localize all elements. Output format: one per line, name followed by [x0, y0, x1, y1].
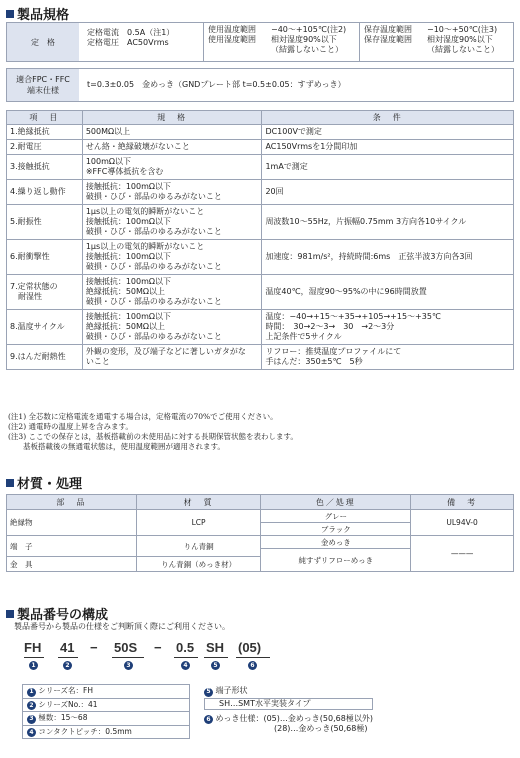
- marker-5-icon: 5: [211, 661, 220, 670]
- spec-item: 6.耐衝撃性: [7, 240, 83, 275]
- spec-condition: 20回: [262, 180, 514, 205]
- fpc-box: [6, 68, 514, 102]
- pn-legend-right: 5 端子形状 SH…SMT水平実装タイプ 6 めっき仕様：(05)…金めっき(50,68極以外) (28)…金めっき(50,68極): [204, 686, 373, 734]
- underline: [204, 657, 228, 658]
- notes: [8, 412, 298, 452]
- spec-condition: 温度40℃，湿度90〜95%の中に96時間放置: [262, 275, 514, 310]
- spec-item: 5.耐振性: [7, 205, 83, 240]
- table-row: 純すずリフローめっき: [7, 549, 514, 557]
- rating-col2-value: −40〜+105℃(注2) 相対湿度90%以下 （結露しないこと）: [271, 25, 347, 54]
- pn-pitch: 0.5: [176, 640, 195, 655]
- pn-series-no: 41: [60, 640, 75, 655]
- table-row: [7, 155, 514, 180]
- table-row: [7, 345, 514, 370]
- spec-item: 9.はんだ耐熱性: [7, 345, 83, 370]
- fpc-label: 適合FPC・FFC 端末仕様: [7, 69, 79, 101]
- pn-legend-left: [22, 684, 190, 739]
- note-3-cont: 基板搭載後の無通電状態は，使用温度範囲が適用されます。: [8, 442, 225, 451]
- table-row: 端 子 りん青銅 金めっき ———: [7, 536, 514, 549]
- marker-4-icon: 4: [27, 728, 36, 737]
- spec-header-row: [7, 111, 514, 125]
- table-row: [7, 275, 514, 310]
- spec-condition: 周波数10〜55Hz，片振幅0.75mm 3方向各10サイクル: [262, 205, 514, 240]
- section-marker-icon: [6, 610, 14, 618]
- marker-1-icon: 1: [29, 661, 38, 670]
- spec-value: 1μs以上の電気的瞬断がないこと 接触抵抗：100mΩ以下 破損・ひび・部品のゆるみがないこと: [82, 205, 262, 240]
- pn-poles: 50S: [114, 640, 138, 655]
- spec-condition: 1mAで測定: [262, 155, 514, 180]
- material-header-row: 部 品 材 質 色／処理 備 考: [7, 495, 514, 510]
- table-row: 金 具 りん青銅（めっき材）: [7, 557, 514, 572]
- spec-value: 接触抵抗：100mΩ以下 絶縁抵抗：50MΩ以上 破損・ひび・部品のゆるみがないこと: [82, 310, 262, 345]
- header-item: 項 目: [7, 111, 83, 125]
- legend-row: 3 極数：15〜68: [23, 712, 190, 726]
- marker-6-icon: 6: [248, 661, 257, 670]
- table-row: ブラック: [7, 523, 514, 536]
- marker-5-icon: 5: [204, 688, 213, 697]
- spec-value: 接触抵抗：100mΩ以下 破損・ひび・部品のゆるみがないこと: [82, 180, 262, 205]
- marker-1-icon: 1: [27, 688, 36, 697]
- marker-3-icon: 3: [124, 661, 133, 670]
- pn-intro: 製品番号から製品の仕様をご判断頂く際にご利用ください。: [14, 622, 230, 631]
- legend-row: 4 コンタクトピッチ：0.5mm: [23, 725, 190, 739]
- spec-value: 接触抵抗：100mΩ以下 絶縁抵抗：50MΩ以上 破損・ひび・部品のゆるみがないこと: [82, 275, 262, 310]
- pn-series: FH: [24, 640, 42, 655]
- marker-2-icon: 2: [63, 661, 72, 670]
- spec-condition: 加速度：981m/s²，持続時間:6ms 正弦半波3方向各3回: [262, 240, 514, 275]
- legend-item-5: 5 端子形状: [204, 686, 373, 697]
- legend-row: 1 シリーズ名：FH: [23, 685, 190, 699]
- spec-item: 1.絶縁抵抗: [7, 125, 83, 140]
- legend-row: 2 シリーズNo.：41: [23, 698, 190, 712]
- section-title-spec: 製品規格: [6, 4, 69, 23]
- fpc-value: t=0.3±0.05 金めっき（GNDプレート部 t=0.5±0.05：すずめっき）: [87, 80, 346, 89]
- spec-item: 4.繰り返し動作: [7, 180, 83, 205]
- table-row: [7, 180, 514, 205]
- spec-value: 1μs以上の電気的瞬断がないこと 接触抵抗：100mΩ以下 破損・ひび・部品のゆるみがないこと: [82, 240, 262, 275]
- spec-value: 100mΩ以下 ※FFC導体抵抗を含む: [82, 155, 262, 180]
- note-2: (注2) 通電時の温度上昇を含みます。: [8, 422, 133, 431]
- underline: [174, 657, 198, 658]
- material-table: [6, 494, 514, 572]
- rating-col3-value: −10〜+50℃(注3) 相対湿度90%以下 （結露しないこと）: [427, 25, 499, 54]
- spec-condition: DC100Vで測定: [262, 125, 514, 140]
- pn-terminal: SH: [206, 640, 225, 655]
- rating-col1: 定格電流 0.5A（注1） 定格電圧 AC50Vrms: [87, 28, 175, 47]
- rating-col3-label: 保存温度範囲 保存湿度範囲: [364, 25, 412, 44]
- legend-item-6: 6 めっき仕様：(05)…金めっき(50,68極以外): [204, 714, 373, 725]
- note-3: (注3) ここでの保存とは，基板搭載前の未使用品に対する長期保管状態を表わします。: [8, 432, 298, 441]
- spec-value: せん絡・絶縁破壊がないこと: [82, 140, 262, 155]
- part-number-diagram: [24, 640, 324, 680]
- section-title-part-number: 製品番号の構成: [6, 604, 108, 623]
- table-row: [7, 205, 514, 240]
- underline: [58, 657, 78, 658]
- marker-3-icon: 3: [27, 715, 36, 724]
- table-row: 絶縁物 LCP グレー UL94V-0: [7, 510, 514, 523]
- divider: [203, 23, 204, 61]
- spec-condition: AC150Vrmsを1分間印加: [262, 140, 514, 155]
- spec-value: 500MΩ以上: [82, 125, 262, 140]
- spec-condition: リフロー：推奨温度プロファイルにて 手はんだ：350±5℃ 5秒: [262, 345, 514, 370]
- underline: [236, 657, 270, 658]
- rating-col2-label: 使用温度範囲 使用湿度範囲: [208, 25, 256, 44]
- note-1: (注1) 全芯数に定格電流を通電する場合は，定格電流の70%でご使用ください。: [8, 412, 278, 421]
- pn-plating: (05): [238, 640, 262, 655]
- spec-item: 8.温度サイクル: [7, 310, 83, 345]
- marker-6-icon: 6: [204, 715, 213, 724]
- rating-label: 定 格: [7, 23, 79, 61]
- table-row: [7, 310, 514, 345]
- spec-item: 7.定常状態の 耐湿性: [7, 275, 83, 310]
- pn-dash: −: [90, 640, 98, 655]
- header-spec: 規 格: [82, 111, 262, 125]
- marker-2-icon: 2: [27, 701, 36, 710]
- pn-dash: −: [154, 640, 162, 655]
- table-row: [7, 125, 514, 140]
- section-marker-icon: [6, 10, 14, 18]
- spec-item: 3.接触抵抗: [7, 155, 83, 180]
- table-row: [7, 240, 514, 275]
- underline: [24, 657, 44, 658]
- marker-4-icon: 4: [181, 661, 190, 670]
- spec-table: [6, 110, 514, 370]
- spec-value: 外観の変形，及び端子などに著しいガタがな いこと: [82, 345, 262, 370]
- spec-item: 2.耐電圧: [7, 140, 83, 155]
- section-marker-icon: [6, 479, 14, 487]
- table-row: [7, 140, 514, 155]
- underline: [112, 657, 144, 658]
- divider: [359, 23, 360, 61]
- spec-condition: 温度：−40→+15〜+35→+105→+15〜+35℃ 時間： 30→2〜3→ 30 →2〜3分 上記条件で5サイクル: [262, 310, 514, 345]
- section-title-material: 材質・処理: [6, 473, 82, 492]
- rating-box: [6, 22, 514, 62]
- header-condition: 条 件: [262, 111, 514, 125]
